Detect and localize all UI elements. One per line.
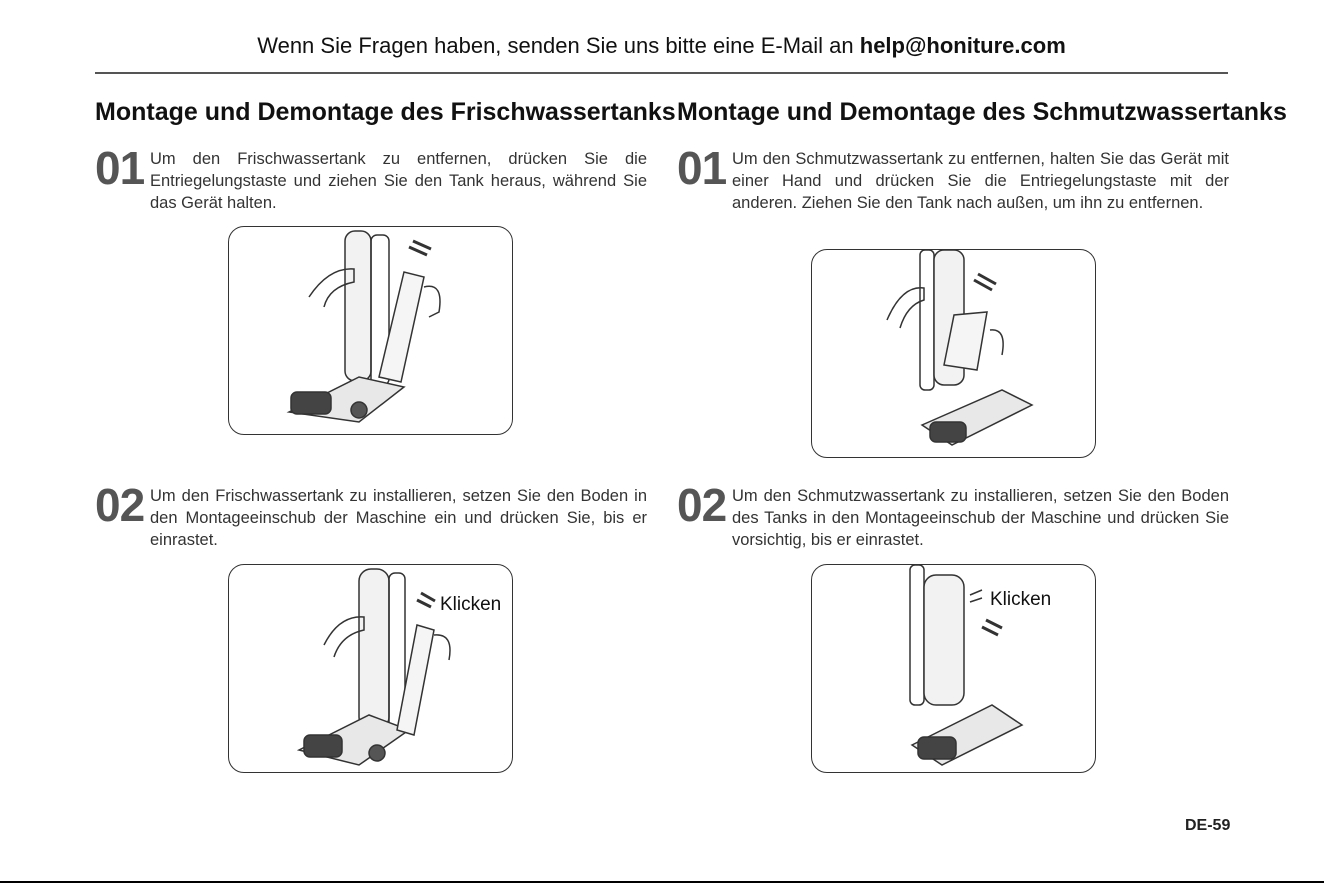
click-label: Klicken — [440, 594, 502, 615]
page-header — [95, 30, 1228, 62]
page-number: DE-59 — [1185, 817, 1231, 834]
fresh-water-tank-title: Montage und Demontage des Frischwassertanks — [95, 98, 676, 126]
vacuum-remove-dirty-tank-drawing — [812, 250, 1095, 457]
step-number: 01 — [95, 142, 145, 194]
header-text: Wenn Sie Fragen haben, senden Sie uns bitte eine E-Mail an — [257, 33, 860, 58]
step-number: 02 — [95, 479, 145, 531]
dirty-tank-step-01 — [677, 142, 1229, 214]
step-number: 01 — [677, 142, 727, 194]
support-email[interactable]: help@honiture.com — [859, 33, 1066, 58]
fresh-tank-remove-illustration — [228, 226, 513, 435]
step-text: Um den Schmutzwassertank zu installieren, setzen Sie den Boden des Tanks in den Montageeinschub der Maschine und drücken Sie vorsichtig, bis er einrastet. — [732, 487, 1229, 549]
fresh-tank-step-01 — [95, 142, 647, 214]
vacuum-install-dirty-tank-drawing — [812, 565, 1095, 772]
dirty-tank-step-02 — [677, 479, 1229, 551]
dirty-water-tank-title: Montage und Demontage des Schmutzwassertanks — [677, 98, 1287, 126]
fresh-tank-step-02 — [95, 479, 647, 551]
step-text: Um den Schmutzwassertank zu entfernen, halten Sie das Gerät mit einer Hand und drücken Sie die Entriegelungstaste mit der anderen. Ziehen Sie den Tank nach außen, um ihn zu entfernen. — [732, 150, 1229, 212]
step-text: Um den Frischwassertank zu installieren, setzen Sie den Boden in den Montageeinschub der Maschine ein und drücken Sie, bis er einrastet. — [150, 487, 647, 549]
step-text: Um den Frischwassertank zu entfernen, drücken Sie die Entriegelungstaste und ziehen Sie den Tank heraus, während Sie das Gerät halten. — [150, 150, 647, 212]
step-number: 02 — [677, 479, 727, 531]
dirty-tank-remove-illustration — [811, 249, 1096, 458]
header-divider — [95, 72, 1228, 74]
dirty-tank-install-illustration — [811, 564, 1096, 773]
click-label: Klicken — [990, 589, 1052, 610]
vacuum-remove-fresh-tank-drawing — [229, 227, 512, 434]
